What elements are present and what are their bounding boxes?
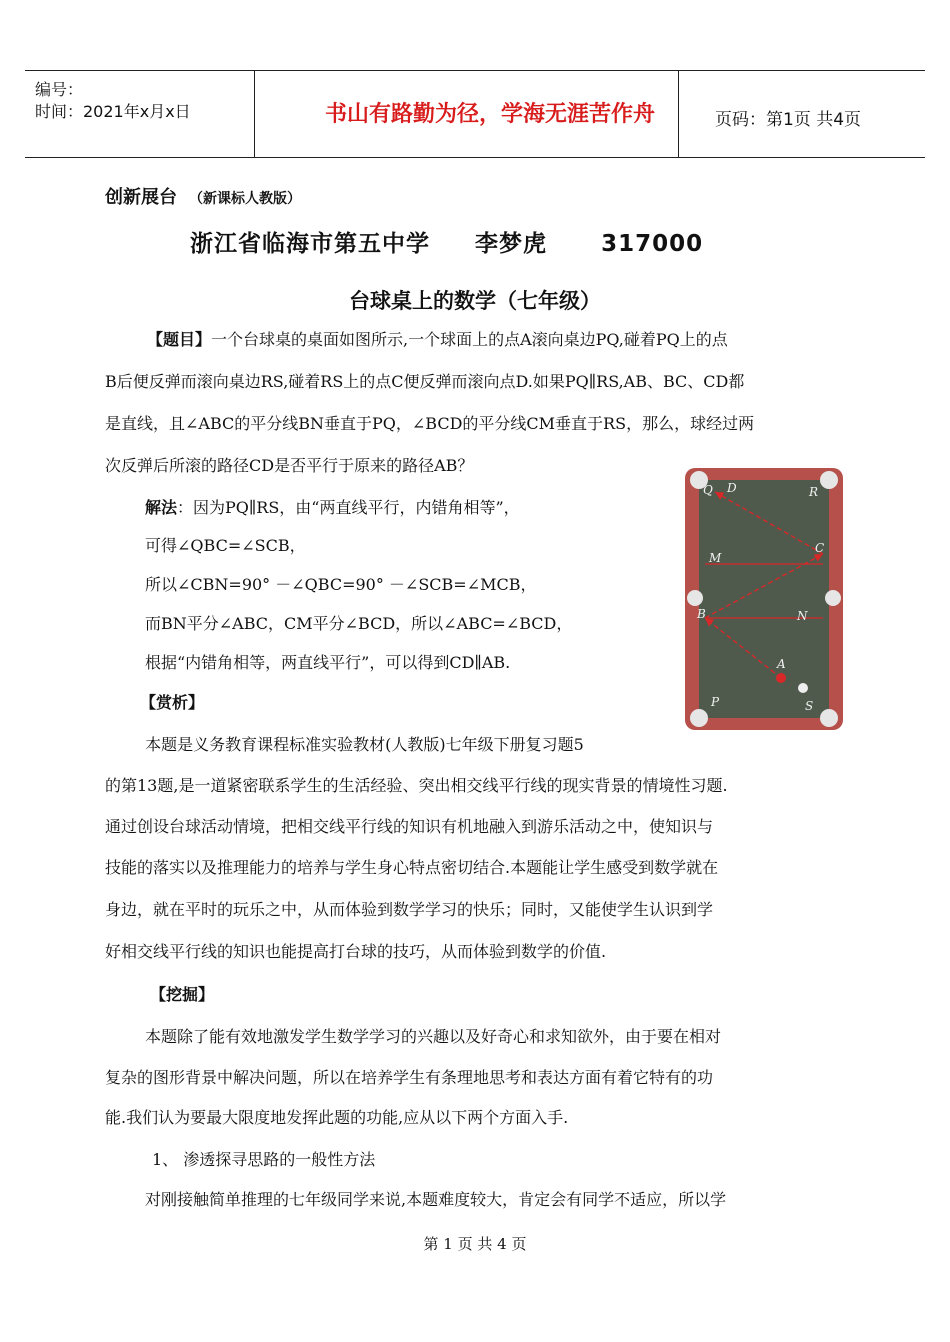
appreciation-label: 【赏析】 — [140, 693, 205, 712]
time-label: 时间：2021年x月x日 — [35, 102, 191, 121]
appreciation-line: 技能的落实以及推理能力的培养与学生身心特点密切结合.本题能让学生感受到数学就在 — [105, 858, 719, 877]
cue-ball — [798, 683, 808, 693]
label-n: N — [797, 609, 808, 623]
problem-line: 是直线，且∠ABC的平分线BN垂直于PQ，∠BCD的平分线CM垂直于RS，那么，球经过两 — [105, 414, 755, 433]
solution-line: 根据“内错角相等，两直线平行”，可以得到CD∥AB. — [145, 653, 511, 672]
label-r: R — [809, 485, 819, 499]
section-tag — [105, 183, 301, 209]
author-line: 浙江省临海市第五中学 李梦虎 317000 — [190, 231, 704, 257]
appreciation-line: 身边，就在平时的玩乐之中，从而体验到数学学习的快乐；同时，又能使学生认识到学 — [105, 900, 714, 919]
section-tag-main: 创新展台 — [105, 187, 177, 208]
solution-line: 所以∠CBN=90° －∠QBC=90° －∠SCB=∠MCB， — [145, 575, 537, 594]
appreciation-line: 的第13题,是一道紧密联系学生的生活经验、突出相交线平行线的现实背景的情境性习题. — [105, 776, 728, 795]
appreciation-line: 好相交线平行线的知识也能提高打台球的技巧，从而体验到数学的价值. — [105, 942, 607, 961]
header-page-info: 页码：第1页 共4页 — [715, 110, 862, 130]
label-q: Q — [703, 483, 713, 497]
dig-label: 【挖掘】 — [150, 985, 215, 1004]
dig-line: 本题除了能有效地激发学生数学学习的兴趣以及好奇心和求知欲外，由于要在相对 — [145, 1027, 722, 1046]
table-felt — [699, 480, 829, 718]
problem-text: 一个台球桌的桌面如图所示,一个球面上的点A滚向桌边PQ,碰着PQ上的点 — [211, 330, 728, 349]
pocket — [687, 590, 703, 606]
dig-line: 复杂的图形背景中解决问题，所以在培养学生有条理地思考和表达方面有着它特有的功 — [105, 1068, 714, 1087]
header-meta — [35, 79, 191, 123]
header-motto: 书山有路勤为径，学海无涯苦作舟 — [324, 102, 655, 127]
article-title: 台球桌上的数学（七年级） — [349, 289, 601, 313]
pocket — [825, 590, 841, 606]
problem-line: 次反弹后所滚的路径CD是否平行于原来的路径AB？ — [105, 456, 474, 475]
solution-line: 而BN平分∠ABC，CM平分∠BCD，所以∠ABC=∠BCD， — [145, 614, 573, 633]
solution-label: 解法 — [145, 498, 178, 517]
label-p: P — [711, 695, 720, 709]
problem-line: B后便反弹而滚向桌边RS,碰着RS上的点C便反弹而滚向点D.如果PQ∥RS,AB、BC、CD都 — [105, 372, 745, 391]
label-a: A — [777, 657, 786, 671]
label-m: M — [709, 551, 722, 565]
problem-label: 【题目】 — [147, 330, 212, 349]
ball-a — [776, 673, 786, 683]
pocket — [820, 471, 838, 489]
number-label: 编号： — [35, 80, 84, 99]
section-tag-sub: （新课标人教版） — [189, 191, 301, 207]
document-header — [25, 70, 925, 158]
pocket — [820, 709, 838, 727]
solution-text: ：因为PQ∥RS，由“两直线平行，内错角相等”， — [177, 498, 520, 517]
appreciation-line: 通过创设台球活动情境，把相交线平行线的知识有机地融入到游乐活动之中，使知识与 — [105, 817, 714, 836]
header-divider — [254, 71, 255, 157]
solution-line — [145, 498, 520, 518]
appreciation-line: 本题是义务教育课程标准实验教材(人教版)七年级下册复习题5 — [140, 735, 584, 754]
item-heading: 1、 渗透探寻思路的一般性方法 — [152, 1150, 376, 1169]
body-line: 对刚接触简单推理的七年级同学来说,本题难度较大，肯定会有同学不适应，所以学 — [145, 1190, 727, 1209]
page-footer: 第 1 页 共 4 页 — [423, 1235, 527, 1253]
label-s: S — [805, 699, 814, 713]
solution-line: 可得∠QBC=∠SCB， — [145, 536, 306, 555]
label-d: D — [727, 481, 737, 495]
label-c: C — [815, 541, 825, 555]
dig-line: 能.我们认为要最大限度地发挥此题的功能,应从以下两个方面入手. — [105, 1108, 569, 1127]
billiard-table-figure — [685, 468, 843, 730]
problem-line — [147, 330, 728, 350]
pocket — [690, 709, 708, 727]
label-b: B — [697, 607, 706, 621]
